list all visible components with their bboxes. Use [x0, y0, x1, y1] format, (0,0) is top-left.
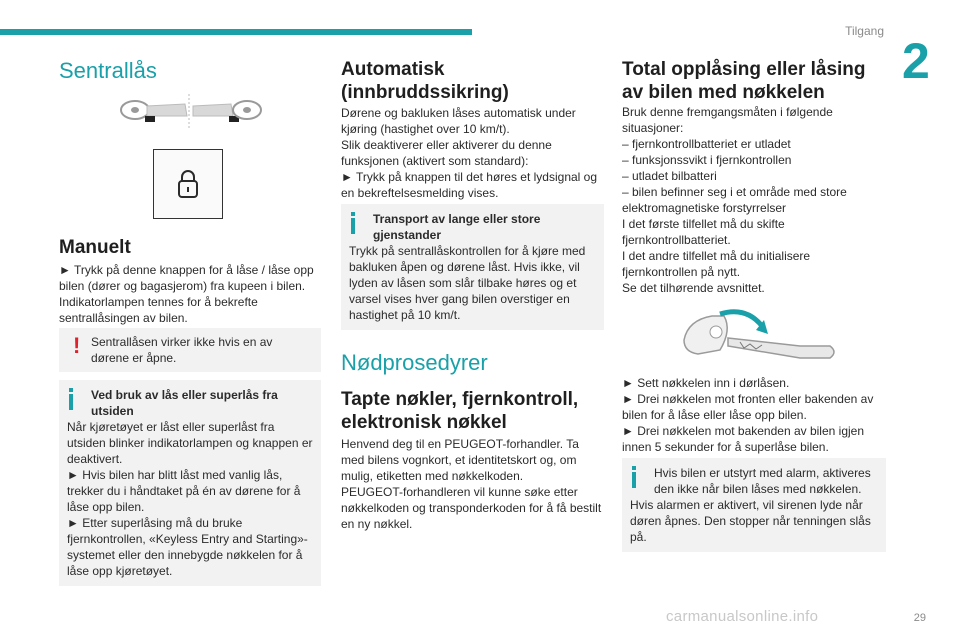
- page-number: 29: [913, 612, 926, 624]
- warning-text: Sentrallåsen virker ikke hvis en av dørene er åpne.: [91, 335, 273, 365]
- header-accent-bar: [0, 29, 472, 35]
- info-first: Hvis bilen er utstyrt med alarm, aktiveres den ikke når bilen låses med nøkkelen.: [654, 466, 871, 496]
- info-heading: Transport av lange eller store gjenstander: [373, 212, 541, 242]
- warning-icon: !: [73, 333, 81, 358]
- info-icon: [69, 388, 73, 410]
- padlock-icon: [177, 169, 199, 199]
- key-locking-steps: ► Sett nøkkelen inn i dørlåsen. ► Drei nøkkelen mot fronten eller bakenden av bilen for å låse eller låse opp bilen. ► Drei nøkkelen mot bakenden av bilen igjen innen 5 sekunder for å superlåse bilen.: [622, 376, 874, 454]
- chapter-number: 2: [902, 33, 930, 89]
- lock-button-tile: [153, 149, 223, 219]
- automatic-heading: Automatisk (innbruddssikring): [341, 59, 509, 103]
- info-box-exterior-locking: [59, 380, 321, 586]
- info-box-alarm: [622, 458, 886, 552]
- manual-text: ► Trykk på denne knappen for å låse / låse opp bilen (dører og bagasjerom) fra kupeen i bilen. Indikatorlampen tennes for å bekrefte sentrallåsingen av bilen.: [59, 263, 314, 325]
- info-heading: Ved bruk av lås eller superlås fra utsiden: [91, 388, 278, 418]
- watermark: carmanualsonline.info: [666, 608, 819, 625]
- info-text: Trykk på sentrallåskontrollen for å kjøre med bakluken åpen og dørene låst. Hvis ikke, vil lyden av låsen som slår tilbake høres og et varsel vises hver gang bilen overstiger en hastighet på 10 km/t.: [349, 244, 586, 322]
- manual-heading: Manuelt: [59, 237, 131, 258]
- info-icon: [632, 466, 636, 488]
- section-label: Tilgang: [845, 24, 884, 38]
- key-in-door-lock-illustration: [680, 306, 840, 368]
- info-icon: [351, 212, 355, 234]
- info-box-long-objects: [341, 204, 604, 330]
- info-text: Når kjøretøyet er låst eller superlåst fra utsiden blinker indikatorlampen og knappen er deaktivert. ► Hvis bilen har blitt låst med vanlig lås, trekker du i håndtaket på én av dørene for å låse opp bilen. ► Etter superlåsing må du bruke fjernkontrollen, «Keyless Entry and Starting»-systemet eller den innebygde nøkkelen for å låse opp kjøretøyet.: [67, 420, 313, 578]
- emergency-title: Nødprosedyrer: [341, 350, 488, 375]
- automatic-text: Dørene og bakluken låses automatisk under kjøring (hastighet over 10 km/t). Slik deaktiverer eller aktiverer du denne funksjonen (aktivert som standard): ► Trykk på knappen til det høres et lydsignal og en bekreftelsesmelding vises.: [341, 106, 598, 200]
- key-locking-intro: Bruk denne fremgangsmåten i følgende situasjoner: – fjernkontrollbatteriet er utladet – funksjonssvikt i fjernkontrollen – utladet bilbatteri – bilen befinner seg i et område med store elektromagnetiske forstyrrelser I det første tilfellet må du skifte fjernkontrollbatteriet. I det andre tilfellet må du initialisere fjernkontrollen på nytt. Se det tilhørende avsnittet.: [622, 105, 847, 295]
- info-rest: Hvis alarmen er aktivert, vil sirenen lyde når døren åpnes. Den stopper når tenningen slås på.: [630, 498, 871, 544]
- lost-keys-heading: Tapte nøkler, fjernkontroll, elektronisk nøkkel: [341, 389, 579, 433]
- key-locking-heading: Total opplåsing eller låsing av bilen med nøkkelen: [622, 59, 866, 103]
- warning-box: [59, 328, 321, 372]
- dashboard-button-location-illustration: [113, 90, 265, 132]
- central-locking-title: Sentrallås: [59, 58, 157, 83]
- lost-keys-text: Henvend deg til en PEUGEOT-forhandler. Ta med bilens vognkort, et identitetskort og, om mulig, etiketten med nøkkelkoden. PEUGEOT-forhandleren vil kunne søke etter nøkkelkoden og transponderkoden for å få bestilt en ny nøkkel.: [341, 437, 602, 531]
